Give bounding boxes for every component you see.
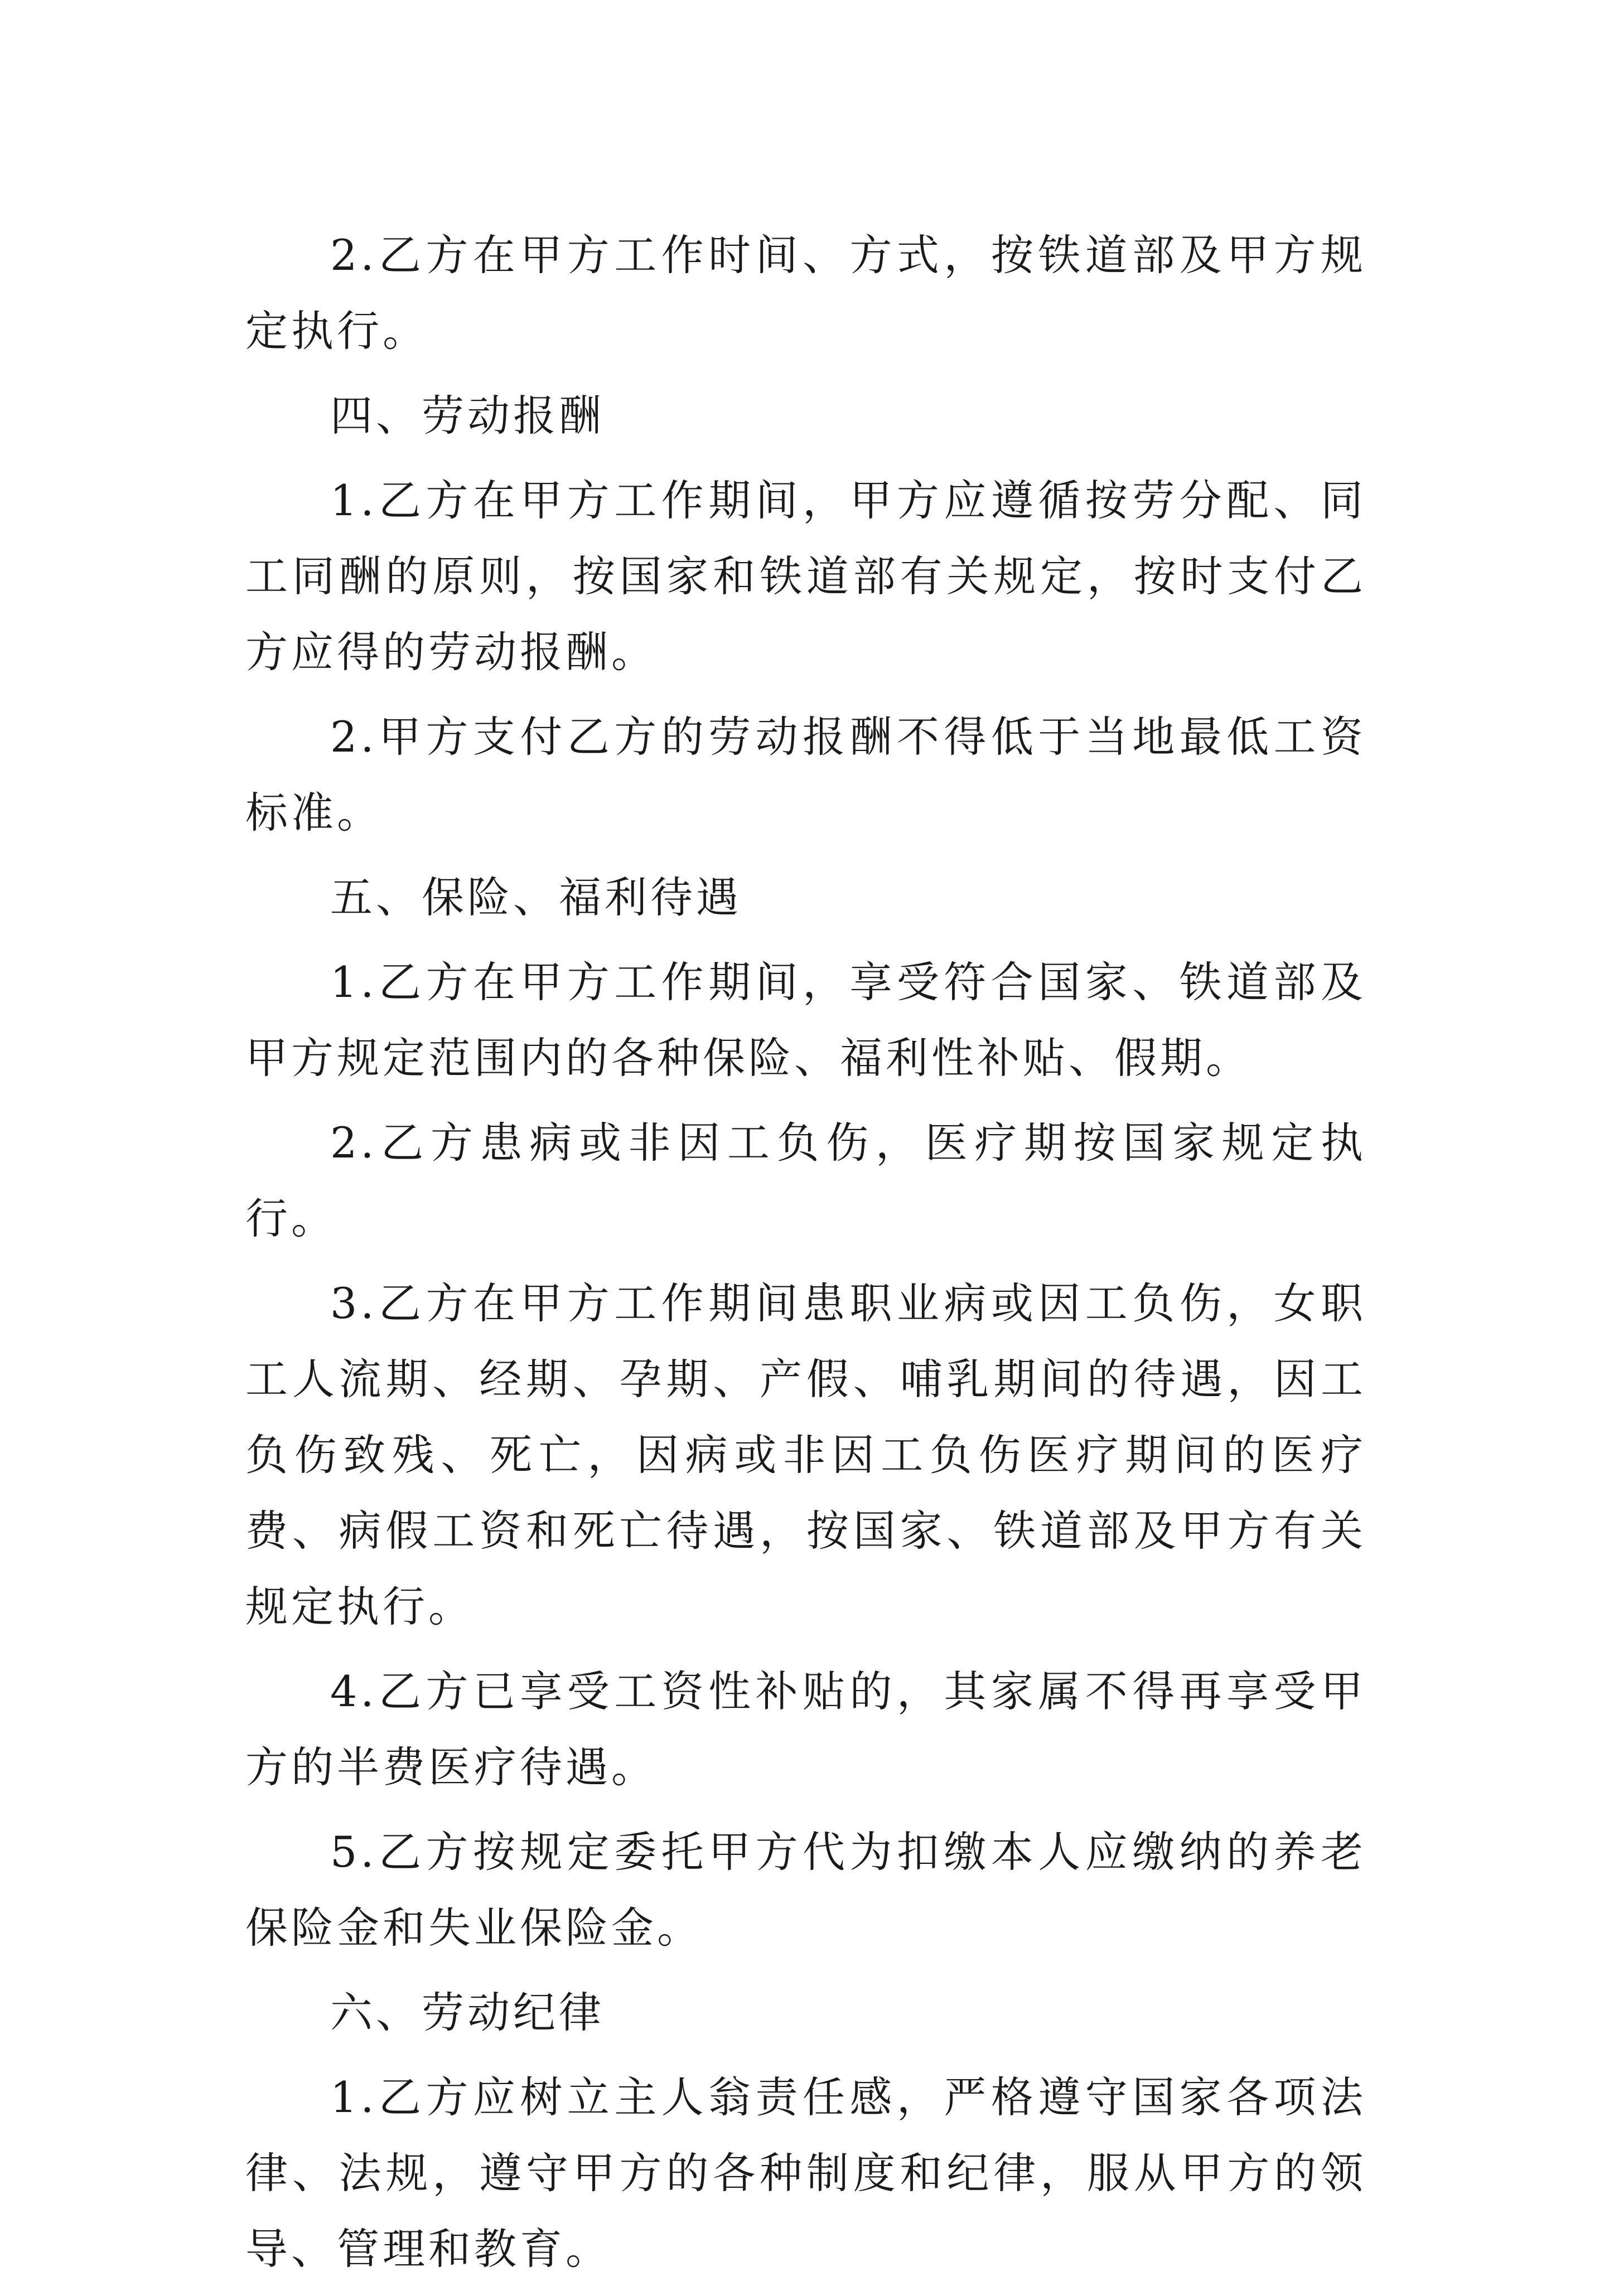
section-heading-insurance-welfare: 五、保险、福利待遇 [330, 873, 742, 922]
paragraph-pension-unemployment: 5.乙方按规定委托甲方代为扣缴本人应缴纳的养老保险金和失业保险金。 [245, 1827, 1366, 1953]
section-heading-labor-discipline: 六、劳动纪律 [330, 1988, 605, 2037]
section-heading-remuneration: 四、劳动报酬 [330, 391, 605, 440]
paragraph-sick-leave: 2.乙方患病或非因工负伤，医疗期按国家规定执行。 [245, 1118, 1366, 1243]
paragraph-injury-maternity: 3.乙方在甲方工作期间患职业病或因工负伤，女职工人流期、经期、孕期、产假、哺乳期间的待遇，因工负伤致残、死亡，因病或非因工负伤医疗期间的医疗费、病假工资和死亡待遇，按国家、铁道部及甲方有关规定执行。 [245, 1278, 1366, 1631]
paragraph-insurance-benefits: 1.乙方在甲方工作期间，享受符合国家、铁道部及甲方规定范围内的各种保险、福利性补贴、假期。 [245, 957, 1366, 1083]
document-page [245, 217, 1366, 2296]
paragraph-minimum-wage: 2.甲方支付乙方的劳动报酬不得低于当地最低工资标准。 [245, 712, 1366, 837]
paragraph-family-medical: 4.乙方已享受工资性补贴的，其家属不得再享受甲方的半费医疗待遇。 [245, 1667, 1366, 1792]
paragraph-working-time: 2.乙方在甲方工作时间、方式，按铁道部及甲方规定执行。 [245, 230, 1366, 356]
paragraph-discipline-compliance: 1.乙方应树立主人翁责任感，严格遵守国家各项法律、法规，遵守甲方的各种制度和纪律，服从甲方的领导、管理和教育。 [245, 2072, 1366, 2274]
paragraph-remuneration-principle: 1.乙方在甲方工作期间，甲方应遵循按劳分配、同工同酬的原则，按国家和铁道部有关规定，按时支付乙方应得的劳动报酬。 [245, 476, 1366, 677]
